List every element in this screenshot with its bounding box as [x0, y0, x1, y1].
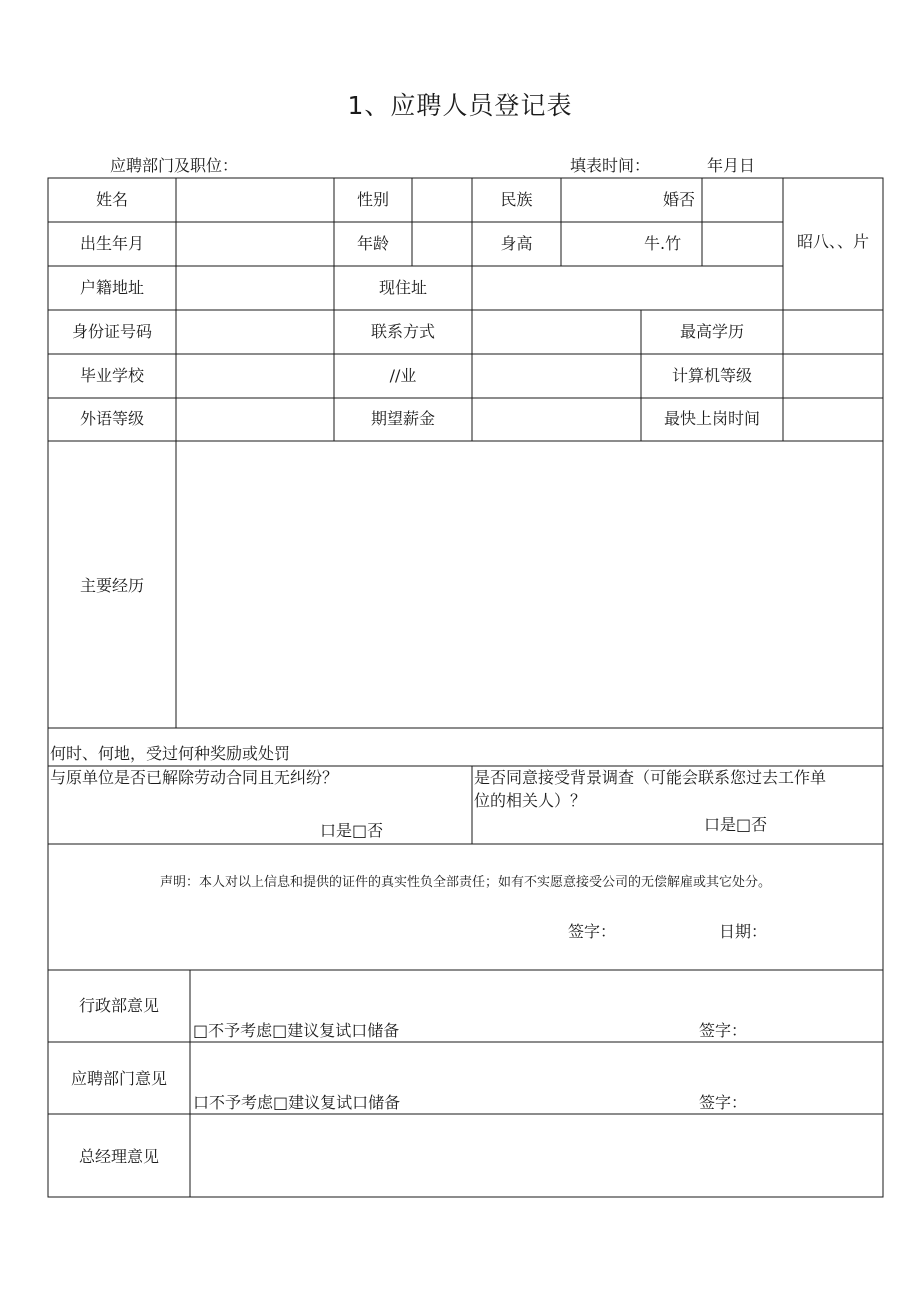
- school-field[interactable]: [177, 355, 334, 398]
- education-field[interactable]: [784, 311, 883, 354]
- background-options[interactable]: 口是□否: [704, 815, 768, 834]
- page-title: 1、应聘人员登记表: [347, 91, 573, 120]
- name-field[interactable]: [177, 179, 334, 222]
- language-level-label: 外语等级: [79, 409, 144, 428]
- language-level-field[interactable]: [177, 399, 334, 441]
- expected-salary-field[interactable]: [473, 399, 641, 441]
- gm-opinion-field[interactable]: [191, 1115, 883, 1197]
- height-label: 身高: [500, 234, 533, 253]
- computer-level-label: 计算机等级: [671, 366, 752, 385]
- declaration-text: 声明：本人对以上信息和提供的证件的真实性负全部责任；如有不实愿意接受公司的无偿解雇或其它处分。: [159, 875, 771, 890]
- fill-date-label: 填表时间：: [570, 156, 651, 175]
- contract-options[interactable]: 口是□否: [320, 821, 384, 840]
- age-field[interactable]: [413, 223, 472, 266]
- background-question-line1: 是否同意接受背景调查（可能会联系您过去工作单: [474, 768, 827, 787]
- hukou-field[interactable]: [177, 267, 334, 310]
- contact-label: 联系方式: [370, 322, 435, 341]
- photo-label: 昭八、、片: [796, 232, 869, 251]
- major-field[interactable]: [473, 355, 641, 398]
- declaration-date-label: 日期：: [719, 922, 768, 941]
- marital-label: 婚否: [663, 190, 696, 209]
- admin-sign-label: 签字：: [699, 1021, 748, 1040]
- gender-label: 性别: [356, 190, 389, 209]
- major-label: //业: [389, 366, 417, 385]
- dept-options[interactable]: 口不予考虑□建议复试口储备: [193, 1093, 401, 1112]
- age-label: 年龄: [356, 234, 389, 253]
- background-question-line2: 位的相关人）？: [474, 791, 587, 810]
- position-label: 应聘部门及职位：: [110, 156, 239, 175]
- expected-salary-label: 期望薪金: [370, 409, 435, 428]
- id-number-label: 身份证号码: [71, 322, 152, 341]
- awards-label: 何时、何地，受过何种奖励或处罚: [50, 744, 291, 763]
- dept-sign-label: 签字：: [699, 1093, 748, 1112]
- birth-label: 出生年月: [79, 234, 144, 253]
- current-address-label: 现住址: [378, 278, 427, 297]
- marital-field[interactable]: [703, 179, 783, 222]
- dept-opinion-label: 应聘部门意见: [70, 1069, 167, 1088]
- contact-field[interactable]: [473, 311, 641, 354]
- computer-level-field[interactable]: [784, 355, 883, 398]
- admin-opinion-label: 行政部意见: [78, 996, 159, 1015]
- fill-date-value: 年月日: [707, 156, 756, 175]
- experience-label: 主要经历: [79, 576, 144, 595]
- hukou-label: 户籍地址: [79, 278, 144, 297]
- ethnicity-field[interactable]: [562, 179, 662, 222]
- birth-field[interactable]: [177, 223, 334, 266]
- name-label: 姓名: [95, 190, 128, 209]
- weight-field[interactable]: [703, 223, 783, 266]
- id-number-field[interactable]: [177, 311, 334, 354]
- school-label: 毕业学校: [79, 366, 144, 385]
- ethnicity-label: 民族: [500, 190, 533, 209]
- contract-question: 与原单位是否已解除劳动合同且无纠纷？: [50, 768, 339, 787]
- earliest-start-label: 最快上岗时间: [663, 409, 760, 428]
- gm-opinion-label: 总经理意见: [78, 1147, 159, 1166]
- admin-options[interactable]: □不予考虑□建议复试口储备: [193, 1021, 400, 1040]
- earliest-start-field[interactable]: [784, 399, 883, 441]
- weight-label: 牛.竹: [644, 234, 682, 253]
- experience-field[interactable]: [177, 442, 883, 728]
- declaration-sign-label: 签字：: [568, 922, 617, 941]
- education-label: 最高学历: [679, 322, 744, 341]
- gender-field[interactable]: [413, 179, 472, 222]
- current-address-field[interactable]: [473, 267, 783, 310]
